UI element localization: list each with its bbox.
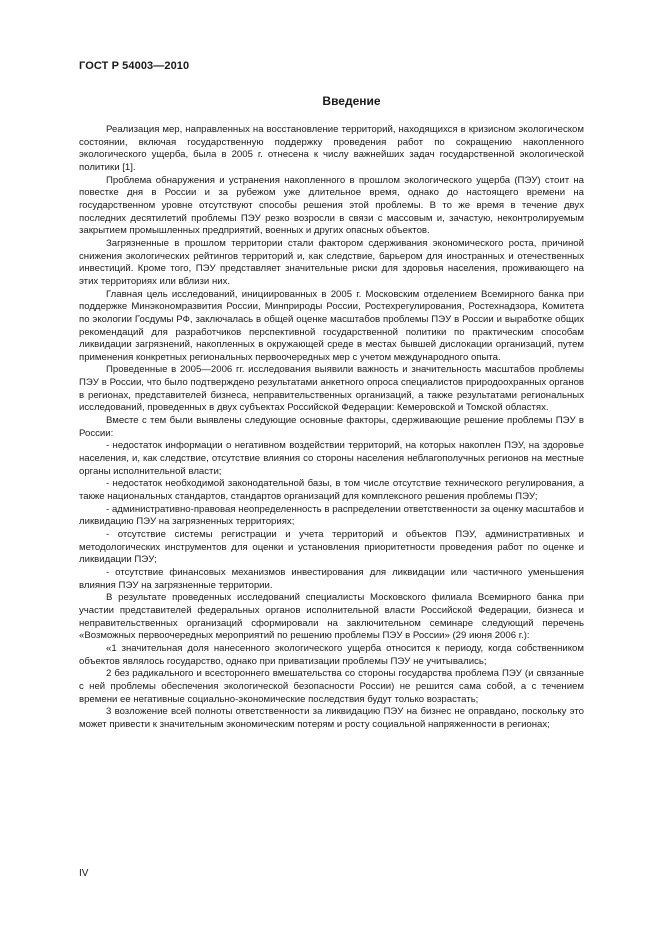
paragraph: Загрязненные в прошлом территории стали фактором сдерживания экономического роста, причиной снижения экологических рейтингов территорий и, как следствие, барьером для иностранных и отечественных инвестиций. Кроме того, ПЭУ представляет значительные риски для здоровья населения, проживающего на этих территориях или вблизи них. xyxy=(79,237,584,287)
list-item: - административно-правовая неопределенность в распределении ответственности за оценку масштабов и ликвидацию ПЭУ на загрязненных территориях; xyxy=(79,503,584,528)
section-title: Введение xyxy=(322,94,381,108)
paragraph: Реализация мер, направленных на восстановление территорий, находящихся в кризисном экологическом состоянии, включая государственную поддержку проведения работ по сокращению накопленного экологического ущерба, была в 2005 г. отнесена к числу важнейших задач государственной экологической политики [1]. xyxy=(79,124,584,173)
quoted-item: «1 значительная доля нанесенного экологического ущерба относится к периоду, когда собственником объектов являлось государство, однако при приватизации проблемы ПЭУ не учитывались; xyxy=(79,642,584,667)
paragraph: Вместе с тем были выявлены следующие основные факторы, сдерживающие решение проблемы ПЭУ в России: xyxy=(79,415,584,439)
list-item: - недостаток необходимой законодательной базы, в том числе отсутствие технического регулирования, а также национальных стандартов, стандартов организаций для комплексного решения проблемы ПЭУ; xyxy=(79,478,584,503)
paragraph: Проведенные в 2005—2006 гг. исследования выявили важность и значительность масштабов проблемы ПЭУ в России, что было подтверждено результатами анкетного опроса специалистов природоохранных органов в регионах, представителей бизнеса, неправительственных организаций, а также результатами региональных исследований, проведенных в двух субъектах Российской Федерации: Кемеровской и Томской областях. xyxy=(79,364,584,414)
page-number: IV xyxy=(79,868,89,879)
paragraph: Главная цель исследований, инициированных в 2005 г. Московским отделением Всемирного банка при поддержке Минэкономразвития России, Минприроды России, Ростехрегулирования, Ростехнадзора, Комитета по экологии Госдумы РФ, заключалась в общей оценке масштабов проблемы ПЭУ в России и выработке общих рекомендаций для разработчиков перспективной государственной политики по практическим способам ликвидации загрязнений, накопленных в окружающей среде в местах бывшей дислокации организаций, путем применения конкретных региональных первоочередных мер с учетом международного опыта. xyxy=(79,288,584,363)
introduction-body xyxy=(79,124,584,732)
paragraph: В результате проведенных исследований специалисты Московского филиала Всемирного банка при участии представителей федеральных органов исполнительной власти Российской Федерации, бизнеса и неправительственных организаций сформировали на заключительном семинаре следующий перечень «Возможных первоочередных мероприятий по решению проблемы ПЭУ в России» (29 июня 2006 г.): xyxy=(79,592,584,642)
paragraph: Проблема обнаружения и устранения накопленного в прошлом экологического ущерба (ПЭУ) стоит на повестке дня в России и за рубежом уже длительное время, однако до настоящего времени на государственном уровне отсутствуют способы решения этой проблемы. В то же время в течение двух последних десятилетий проблемы ПЭУ резко возросли в связи с массовым и, зачастую, неконтролируемым закрытием промышленных предприятий, военных и других опасных объектов. xyxy=(79,174,584,237)
standard-designation: ГОСТ Р 54003—2010 xyxy=(79,60,190,72)
quoted-item: 3 возложение всей полноты ответственности за ликвидацию ПЭУ на бизнес не оправдано, поскольку это может привести к значительным экономическим потерям и росту социальной напряженности в регионах; xyxy=(79,706,584,730)
list-item: - отсутствие системы регистрации и учета территорий и объектов ПЭУ, административных и методологических инструментов для оценки и установления приоритетности проведения работ по оценке и ликвидации ПЭУ; xyxy=(79,529,584,566)
quoted-item: 2 без радикального и всестороннего вмешательства со стороны государства проблема ПЭУ (и связанные с ней проблемы обеспечения экологической безопасности России) не решится сама собой, а с течением времени ее негативные социально-экономические последствия будут только возрастать; xyxy=(79,668,584,705)
list-item: - отсутствие финансовых механизмов инвестирования для ликвидации или частичного уменьшения влияния ПЭУ на загрязненные территории. xyxy=(79,566,584,591)
list-item: - недостаток информации о негативном воздействии территорий, на которых накоплен ПЭУ, на здоровье населения, и, как следствие, отсутствие влияния со стороны населения неблагополучных регионов на местные органы исполнительной власти; xyxy=(79,440,584,477)
